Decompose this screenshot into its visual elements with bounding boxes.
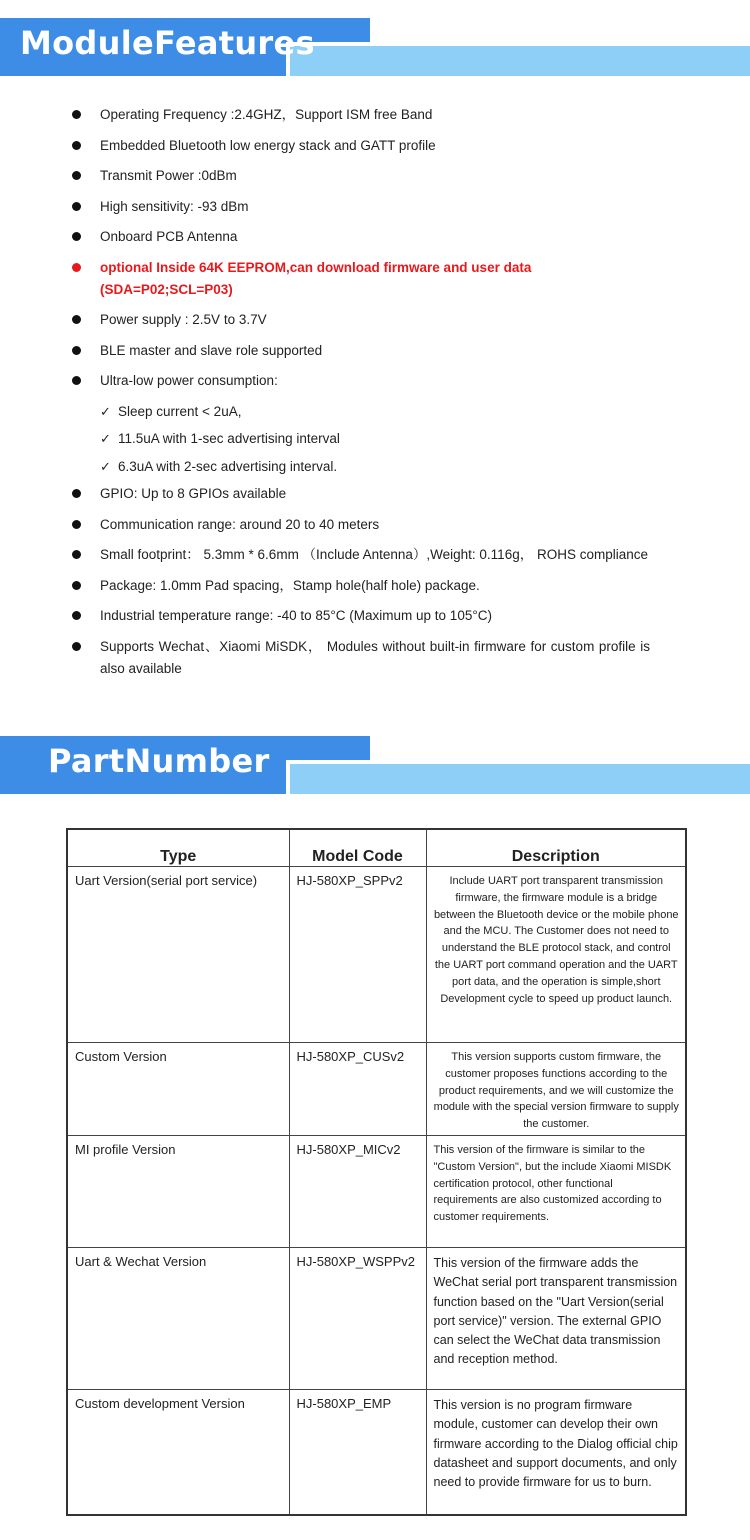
- bullet-icon: [72, 520, 81, 529]
- feature-item: [70, 514, 670, 536]
- bullet-icon: [72, 171, 81, 180]
- feature-text: Operating Frequency :2.4GHZ，Support ISM free Band: [100, 107, 433, 122]
- feature-text: BLE master and slave role supported: [100, 342, 323, 358]
- cell-description: This version of the firmware is similar to the "Custom Version", but the include Xiaomi MISDK certification protocol, other functional requirements are also customized according to customer requirements.: [426, 1135, 686, 1247]
- cell-model-code: HJ-580XP_SPPv2: [289, 867, 426, 1043]
- feature-item: [70, 544, 650, 566]
- power-sub-item: [70, 456, 670, 478]
- feature-text: Supports Wechat、Xiaomi MiSDK， Modules without built-in firmware for custom profile is also available: [100, 638, 650, 676]
- check-icon: ✓: [100, 458, 111, 474]
- power-sub-item: [70, 401, 670, 423]
- feature-item: [70, 340, 670, 362]
- bullet-icon: [72, 346, 81, 355]
- cell-description: Include UART port transparent transmission firmware, the firmware module is a bridge between the Bluetooth device or the mobile phone and the MCU. The Customer does not need to understand the BLE protocol stack, and control the UART port command operation and the UART port data, and the operation is simple,short Development cycle to speed up product launch.: [426, 867, 686, 1043]
- feature-text: Industrial temperature range: -40 to 85°C (Maximum up to 105°C): [100, 608, 492, 623]
- feature-text: GPIO: Up to 8 GPIOs available: [100, 486, 287, 501]
- bullet-icon: [72, 141, 81, 150]
- feature-text: Onboard PCB Antenna: [100, 229, 238, 244]
- feature-item: [70, 135, 670, 157]
- feature-text: Power supply : 2.5V to 3.7V: [100, 312, 267, 327]
- bullet-icon: [72, 489, 81, 498]
- bullet-icon: [72, 232, 81, 241]
- table-row: [67, 1135, 686, 1247]
- bullet-icon: [72, 581, 81, 590]
- table-row: [67, 1043, 686, 1136]
- bullet-icon: [72, 376, 81, 385]
- table-header-row: [67, 829, 686, 867]
- check-icon: ✓: [100, 403, 111, 419]
- feature-text: Small footprint： 5.3mm * 6.6mm （Include Antenna）,Weight: 0.116g， ROHS compliance: [100, 547, 648, 562]
- power-sub-text: 11.5uA with 1-sec advertising interval: [118, 431, 340, 446]
- partnumber-banner: [0, 736, 750, 796]
- cell-description: This version of the firmware adds the WeChat serial port transparent transmission function based on the "Uart Version(serial port service)" version. The external GPIO can select the WeChat data transmission and reception method.: [426, 1247, 686, 1389]
- feature-list: [70, 104, 670, 688]
- cell-model-code: HJ-580XP_WSPPv2: [289, 1247, 426, 1389]
- feature-item: [70, 483, 670, 505]
- check-icon: ✓: [100, 431, 111, 446]
- bullet-icon: [72, 550, 81, 559]
- bullet-icon: [72, 642, 81, 651]
- bullet-icon: [72, 611, 81, 620]
- power-sub-text: Sleep current < 2uA,: [118, 403, 242, 419]
- cell-type: MI profile Version: [67, 1135, 289, 1247]
- cell-model-code: HJ-580XP_EMP: [289, 1389, 426, 1515]
- header-model-code: Model Code: [289, 829, 426, 867]
- cell-description: This version is no program firmware module, customer can develop their own firmware according to the Dialog official chip datasheet and support documents, and only need to provide firmware for us to burn.: [426, 1389, 686, 1515]
- bullet-icon: [72, 263, 81, 272]
- feature-text: Communication range: around 20 to 40 meters: [100, 516, 380, 532]
- partnumber-table: [66, 828, 687, 1516]
- feature-text: Package: 1.0mm Pad spacing，Stamp hole(half hole) package.: [100, 577, 480, 593]
- bullet-icon: [72, 110, 81, 119]
- bullet-icon: [72, 315, 81, 324]
- cell-model-code: HJ-580XP_MICv2: [289, 1135, 426, 1247]
- section-title-features: ModuleFeatures: [20, 24, 315, 62]
- header-description: Description: [426, 829, 686, 867]
- feature-item: [70, 370, 670, 392]
- cell-type: Custom Version: [67, 1043, 289, 1136]
- cell-model-code: HJ-580XP_CUSv2: [289, 1043, 426, 1136]
- feature-text: optional Inside 64K EEPROM,can download firmware and user data (SDA=P02;SCL=P03): [100, 259, 532, 297]
- bullet-icon: [72, 202, 81, 211]
- table-row: [67, 867, 686, 1043]
- header-type: Type: [67, 829, 289, 867]
- banner-light-bar: [290, 764, 750, 794]
- feature-item: [70, 636, 650, 680]
- cell-type: Uart & Wechat Version: [67, 1247, 289, 1389]
- section-title-partnumber: PartNumber: [48, 742, 270, 780]
- table-row: [67, 1389, 686, 1515]
- cell-description: This version supports custom firmware, the customer proposes functions according to the product requirements, and we will customize the module with the special version firmware to supply the customer.: [426, 1043, 686, 1136]
- feature-item: [70, 575, 670, 597]
- feature-item: [70, 605, 670, 627]
- feature-text: Ultra-low power consumption:: [100, 373, 278, 388]
- feature-item: [70, 226, 670, 248]
- power-sub-text: 6.3uA with 2-sec advertising interval.: [118, 458, 338, 474]
- feature-text: High sensitivity: -93 dBm: [100, 198, 249, 214]
- cell-type: Custom development Version: [67, 1389, 289, 1515]
- table-row: [67, 1247, 686, 1389]
- power-sub-item: [70, 428, 670, 450]
- module-features-banner: [0, 18, 750, 78]
- feature-item: [70, 104, 670, 126]
- banner-light-bar: [290, 46, 750, 76]
- feature-item-eeprom: [70, 257, 560, 301]
- cell-type: Uart Version(serial port service): [67, 867, 289, 1043]
- feature-item: [70, 196, 670, 218]
- feature-text: Embedded Bluetooth low energy stack and GATT profile: [100, 137, 436, 153]
- feature-item: [70, 165, 670, 187]
- feature-item: [70, 309, 670, 331]
- feature-text: Transmit Power :0dBm: [100, 168, 237, 183]
